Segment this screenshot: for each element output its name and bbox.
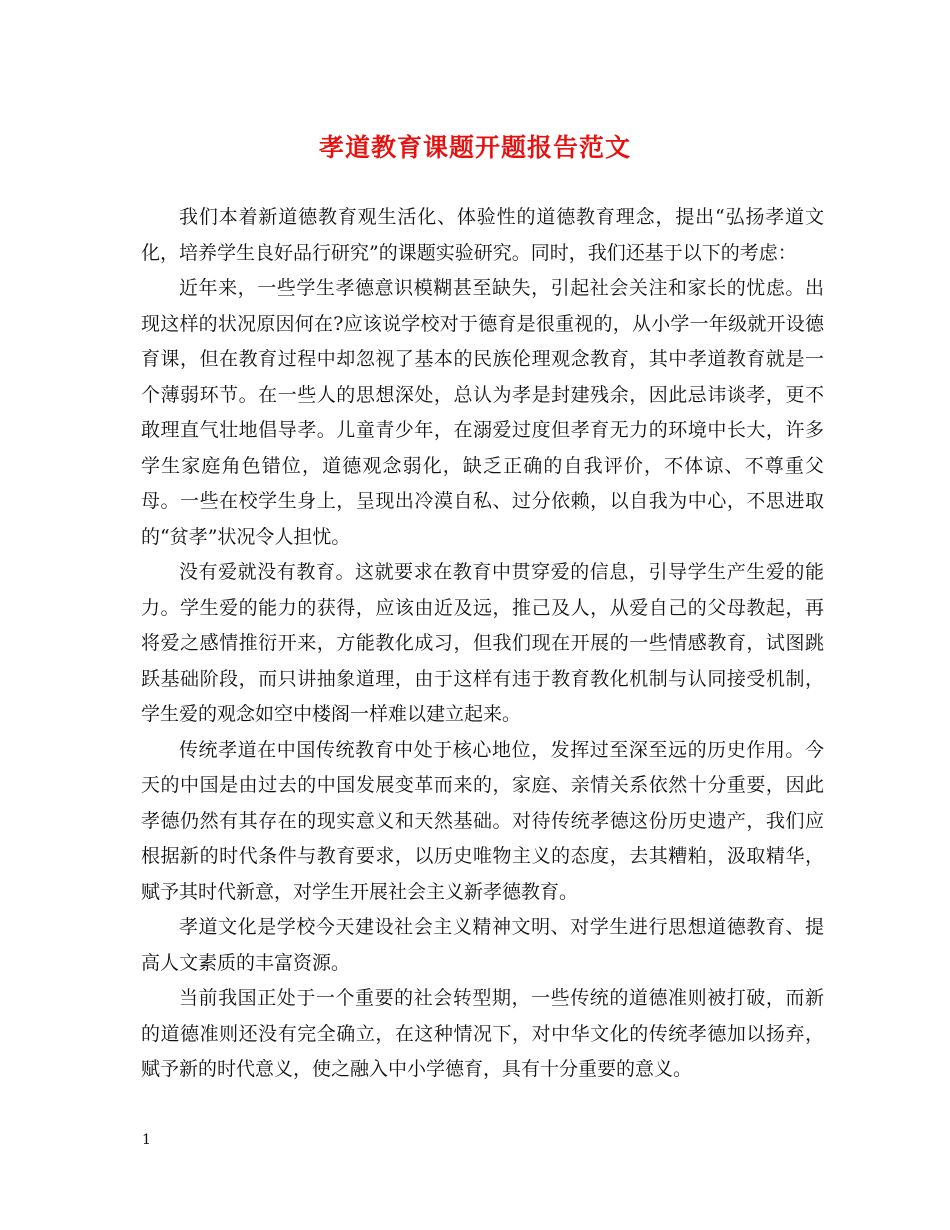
paragraph-1: 我们本着新道德教育观生活化、体验性的道德教育理念，提出“弘扬孝道文化，培养学生良好品行研究”的课题实验研究。同时，我们还基于以下的考虑： <box>141 206 824 264</box>
page-number: 1 <box>142 1132 151 1148</box>
document-title: 孝道教育课题开题报告范文 <box>318 133 631 162</box>
paragraph-3: 没有爱就没有教育。这就要求在教育中贯穿爱的信息，引导学生产生爱的能力。学生爱的能力的获得，应该由近及远，推己及人，从爱自己的父母教起，再将爱之感情推衍开来，方能教化成习，但我们现在开展的一些情感教育，试图跳跃基础阶段，而只讲抽象道理，由于这样有违于教育教化机制与认同接受机制，学生爱的观念如空中楼阁一样难以建立起来。 <box>141 561 824 725</box>
paragraph-5: 孝道文化是学校今天建设社会主义精神文明、对学生进行思想道德教育、提高人文素质的丰富资源。 <box>141 916 824 974</box>
paragraph-2: 近年来，一些学生孝德意识模糊甚至缺失，引起社会关注和家长的忧虑。出现这样的状况原因何在?应该说学校对于德育是很重视的，从小学一年级就开设德育课，但在教育过程中却忽视了基本的民族伦理观念教育，其中孝道教育就是一个薄弱环节。在一些人的思想深处，总认为孝是封建残余，因此忌讳谈孝，更不敢理直气壮地倡导孝。儿童青少年，在溺爱过度但孝育无力的环境中长大，许多学生家庭角色错位，道德观念弱化，缺乏正确的自我评价，不体谅、不尊重父母。一些在校学生身上，呈现出冷漠自私、过分依赖，以自我为中心，不思进取的“贫孝”状况令人担忧。 <box>141 277 824 548</box>
paragraph-4: 传统孝道在中国传统教育中处于核心地位，发挥过至深至远的历史作用。今天的中国是由过去的中国发展变革而来的，家庭、亲情关系依然十分重要，因此孝德仍然有其存在的现实意义和天然基础。对待传统孝德这份历史遗产，我们应根据新的时代条件与教育要求，以历史唯物主义的态度，去其糟粕，汲取精华，赋予其时代新意，对学生开展社会主义新孝德教育。 <box>141 738 824 903</box>
paragraph-6: 当前我国正处于一个重要的社会转型期，一些传统的道德准则被打破，而新的道德准则还没有完全确立，在这种情况下，对中华文化的传统孝德加以扬弃，赋予新的时代意义，使之融入中小学德育，具有十分重要的意义。 <box>141 987 824 1080</box>
document-body <box>141 200 824 1088</box>
